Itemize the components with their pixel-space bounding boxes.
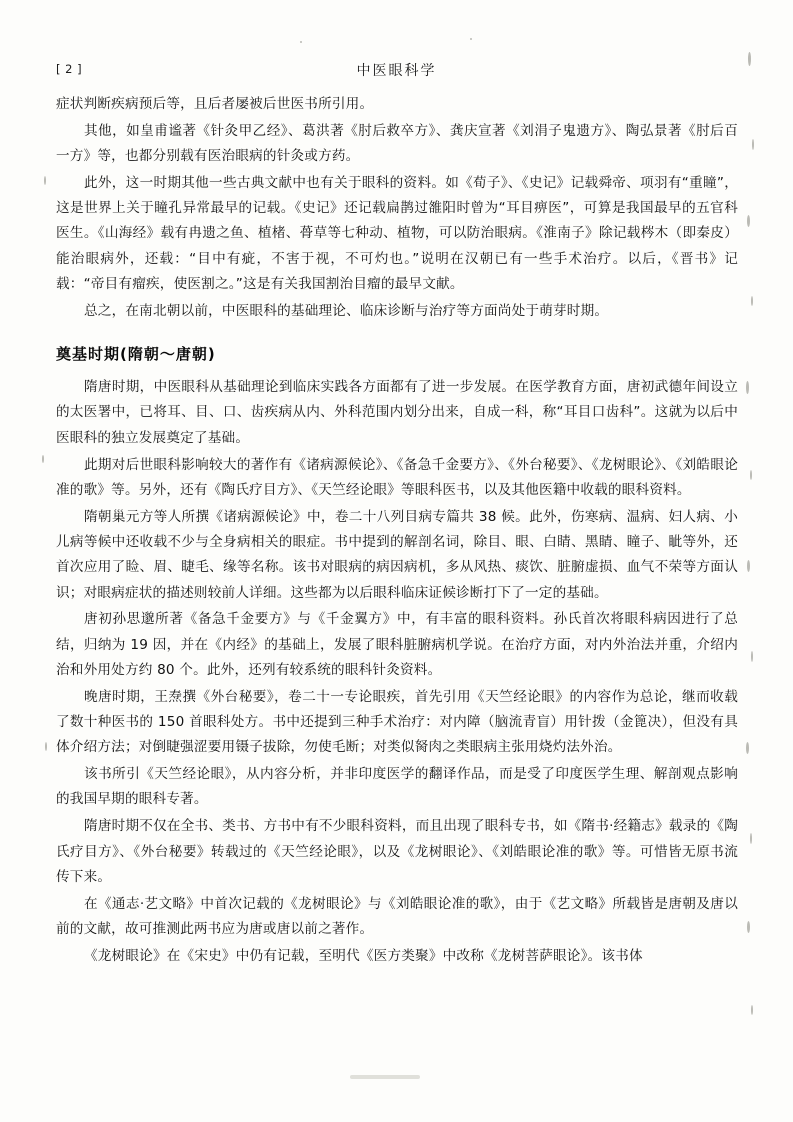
paragraph: 唐初孙思邈所著《备急千金要方》与《千金翼方》中，有丰富的眼科资料。孙氏首次将眼科病因进行了总结，归纳为 19 因，并在《内经》的基础上，发展了眼科脏腑病机学说。在治疗方面，对内外治法并重，介绍内治和外用处方约 80 个。此外，还列有较系统的眼科针灸资料。 [56, 611, 738, 678]
paragraph: 《龙树眼论》在《宋史》中仍有记载，至明代《医方类聚》中改称《龙树菩萨眼论》。该书体 [84, 947, 643, 964]
page-body [56, 92, 738, 971]
paragraph: 在《通志·艺文略》中首次记载的《龙树眼论》与《刘皓眼论准的歌》，由于《艺文略》所载皆是唐朝及唐以前的文献，故可推测此两书应为唐或唐以前之著作。 [56, 895, 738, 937]
paragraph: 隋唐时期，中医眼科从基础理论到临床实践各方面都有了进一步发展。在医学教育方面，唐初武德年间设立的太医署中，已将耳、目、口、齿疾病从内、外科范围内划分出来，自成一科，称“耳目口齿科”。这就为以后中医眼科的独立发展奠定了基础。 [56, 379, 738, 446]
scan-artifact [350, 1075, 420, 1079]
paragraph: 该书所引《天竺经论眼》，从内容分析，并非印度医学的翻译作品，而是受了印度医学生理、解剖观点影响的我国早期的眼科专著。 [56, 766, 738, 808]
paragraph: 其他，如皇甫谧著《针灸甲乙经》、葛洪著《肘后救卒方》、龚庆宣著《刘涓子鬼遗方》、陶弘景著《肘后百一方》等，也都分别载有医治眼病的针灸或方药。 [56, 122, 738, 165]
paragraph: 晚唐时期，王焘撰《外台秘要》，卷二十一专论眼疾，首先引用《天竺经论眼》的内容作为总论，继而收载了数十种医书的 150 首眼科处方。书中还提到三种手术治疗：对内障（脑流青盲）用针拨（金篦决），但没有具体介绍方法；对倒睫强涩要用镊子拔除，勿使毛断；对类似胬肉之类眼病主张用烧灼法外治。 [56, 688, 738, 756]
running-title: 中医眼科学 [356, 63, 437, 79]
section-heading: 奠基时期(隋朝～唐朝) [56, 345, 216, 364]
paragraph: 隋唐时期不仅在全书、类书、方书中有不少眼科资料，而且出现了眼科专书，如《隋书·经籍志》载录的《陶氏疗目方》、《外台秘要》转载过的《天竺经论眼》，以及《龙树眼论》、《刘皓眼论准的歌》等。可惜皆无原书流传下来。 [56, 818, 738, 885]
paragraph: 此外，这一时期其他一些古典文献中也有关于眼科的资料。如《荀子》、《史记》记载舜帝、项羽有“重瞳”，这是世界上关于瞳孔异常最早的记载。《史记》还记载扁鹊过雒阳时曾为“耳目痹医”，可算是我国最早的五官科医生。《山海经》载有冉遗之鱼、植楮、蓇草等七种动、植物，可以防治眼病。《淮南子》除记载梣木（即秦皮）能治眼病外，还载：“目中有疵，不害于视，不可灼也。”说明在汉朝已有一些手术治疗。以后，《晋书》记载：“帝目有瘤疾，使医割之。”这是有关我国割治目瘤的最早文献。 [56, 174, 738, 293]
paragraph: 总之，在南北朝以前，中医眼科的基础理论、临床诊断与治疗等方面尚处于萌芽时期。 [84, 302, 609, 319]
paragraph: 症状判断疾病预后等，且后者屡被后世医书所引用。 [56, 96, 374, 112]
page-folio: [ 2 ] [56, 62, 83, 76]
page-header [56, 62, 737, 82]
paragraph: 隋朝巢元方等人所撰《诸病源候论》中，卷二十八列目病专篇共 38 候。此外，伤寒病、温病、妇人病、小儿病等候中还收载不少与全身病相关的眼症。书中提到的解剖名词，除目、眼、白睛、黑睛、瞳子、眦等外，还首次应用了睑、眉、睫毛、缘等名称。该书对眼病的病因病机，多从风热、痰饮、脏腑虚损、血气不荣等方面认识；对眼病症状的描述则较前人详细。这些都为以后眼科临床证候诊断打下了一定的基础。 [56, 508, 738, 601]
paragraph: 此期对后世眼科影响较大的著作有《诸病源候论》、《备急千金要方》、《外台秘要》、《龙树眼论》、《刘皓眼论准的歌》等。另外，还有《陶氏疗目方》、《天竺经论眼》等眼科医书，以及其他医籍中收载的眼科资料。 [56, 456, 738, 498]
